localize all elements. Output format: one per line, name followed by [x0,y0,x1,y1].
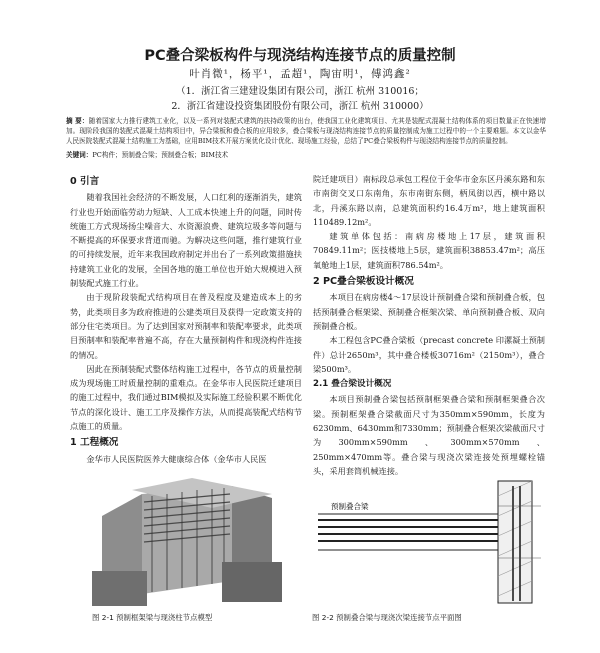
abstract-label: 摘 要： [66,117,89,125]
figure-label-precast-beam: 预制叠合梁 [331,502,369,511]
paper-title: PC叠合梁板构件与现浇结构连接节点的质量控制 [144,48,456,64]
keywords-text: PC构件；预制叠合梁；预制叠合板；BIM技术 [92,151,229,159]
abstract [66,116,546,147]
intro-paragraph-3: 因此在预制装配式整体结构施工过程中，各节点的质量控制成为现场施工时质量控制的重难点。在金华市人民医院迁建项目的施工过程中，我们通过BIM模拟及实际施工经验积累不断优化节点的深化设计、施工工序及操作方法，从而提高装配式结构节点施工的质量。 [70,363,302,432]
section-heading-intro: 0 引言 [70,176,100,187]
keywords-label: 关键词： [66,151,93,159]
figure-caption-2: 图 2-2 预制叠合梁与现浇次梁连接节点平面图 [312,613,462,622]
subsection-heading-beam: 2.1 叠合梁设计概况 [313,379,392,390]
keywords [66,149,546,159]
affiliation-1: （1．浙江省三建建设集团有限公司，浙江 杭州 310016； [176,86,424,97]
intro-paragraph-1: 随着我国社会经济的不断发展，人口红利的逐渐消失，建筑行业也开始面临劳动力短缺、人工成本快速上升的问题，同时传统施工方式现场扬尘噪音大、水资源浪费、建筑垃圾多等问题与不断提高的环保要求背道而驰。为解决这些问题，推行建筑行业的可持续发展，近年来我国政府制定并出台了一系列政策措施扶持建筑工业化的发展，全国各地的施工单位也开始大规模进入预制装配式施工行业。 [70,192,302,289]
author-list: 叶肖微¹，杨平¹，孟超¹，陶宙明¹，傅鸿鑫² [189,68,411,80]
design-paragraph-2: 本工程包含PC叠合梁板（precast concrete 印漯凝土预制件）总计2650m³，其中叠合楼板30716m²（2150m³），叠合梁500m³。 [313,335,545,374]
beam-design-paragraph: 本项目预制叠合梁包括预制框架叠合梁和预制框架叠合次梁。预制框架叠合梁截面尺寸为350mm×590mm，长度为6230mm、6430mm和7330mm；预制叠合框架次梁截面尺寸为300mm×590mm、300mm×570mm、250mm×470mm等。叠合梁与现浇次梁连接处预埋螺栓锚头，采用套筒机械连接。 [313,394,545,476]
left-column [70,172,302,466]
figure-3d-model [72,476,290,606]
right-column [313,172,545,478]
design-paragraph-1: 本项目在病房楼4～17层设计预制叠合梁和预制叠合板，包括预制叠合框架梁、预制叠合框架次梁、单向预制叠合板、双向预制叠合板。 [313,292,545,331]
abstract-text: 随着国家大力推行建筑工业化，以及一系列对装配式建筑的扶持政策的出台，使我国工业化建筑项目、尤其是装配式混凝土结构体系的项目数量正在快速增加。现阶段我国的装配式混凝土结构项目中，异合梁板和叠合板的应用较多，叠合梁板与现浇结构连接节点的质量控制成为施工过程中的一个主要难题。本文以金华人民医院装配式混凝土结构施工为基础，应用BIM技术开展方案优化设计优化、现场施工经验，总结了PC叠合梁板构件与现浇结构连接节点的质量控制。 [66,117,547,146]
overview-continued-paragraph: 院迁建项目）南标段总承包工程位于金华市金东区丹溪东路和东市南街交叉口东南角，东市南街东侧，柄凤街以西，横中路以北，丹溪东路以南，总建筑面积约16.4万m²，地上建筑面积110489.12m²。 [313,174,545,227]
section-heading-design: 2 PC叠合梁板设计概况 [313,276,414,288]
figure-connection-plan [313,476,548,606]
affiliation-2: 2．浙江省建设投资集团股份有限公司，浙江 杭州 310000） [171,101,429,112]
intro-paragraph-2: 由于现阶段装配式结构项目在普及程度及建造成本上的劣势，此类项目多为政府推进的公建类项目及获得一定政策支持的部分住宅类项目。为了达到国家对预制率和装配率要求，此类项目预制率和装配率普遍不高，存在大量预制构件和现浇构件连接的情况。 [70,292,302,360]
section-heading-overview: 1 工程概况 [70,437,119,449]
building-paragraph: 建筑单体包括：南病房楼地上17层，建筑面积70849.11m²；医技楼地上5层，建筑面积38853.47m²；高压氧舱地上1层，建筑面积786.54m²。 [313,231,545,270]
figure-caption-1: 图 2-1 预制框架梁与现浇柱节点模型 [92,613,213,622]
overview-paragraph: 金华市人民医院医养大健康综合体（金华市人民医 [86,453,267,464]
